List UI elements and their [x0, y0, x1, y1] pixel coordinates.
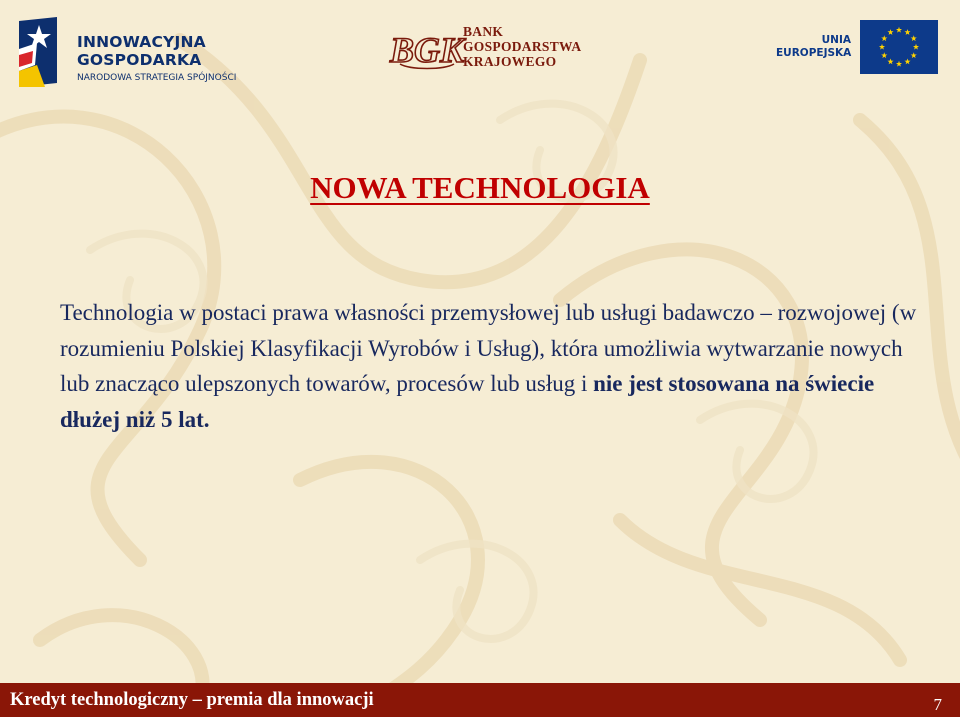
bgk-logo: [389, 24, 596, 72]
bgk-monogram-icon: [389, 24, 465, 72]
logo-text-line: GOSPODARSTWA: [463, 39, 582, 54]
logo-subtitle: NARODOWA STRATEGIA SPÓJNOŚCI: [77, 73, 237, 83]
logo-text-line: KRAJOWEGO: [463, 54, 557, 69]
page-number: 7: [933, 695, 942, 714]
logo-text-line: EUROPEJSKA: [776, 47, 852, 59]
definition-emphasis: nie jest stosowana na świecie dłużej niż 5 lat: [60, 371, 875, 432]
innowacyjna-gospodarka-logo: [15, 15, 245, 87]
logo-text-line: BANK: [463, 24, 504, 39]
footer-caption: Kredyt technologiczny – premia dla innowacji: [10, 690, 374, 710]
slide-title: NOWA TECHNOLOGIA: [310, 170, 650, 205]
definition-end: .: [203, 406, 210, 432]
eu-flag-icon: [860, 20, 938, 74]
logo-text-line: UNIA: [821, 34, 851, 46]
bgk-monogram-text: BGK: [389, 30, 465, 70]
logo-text-line: INNOWACYJNA: [77, 33, 206, 51]
footer-bar: [0, 683, 960, 717]
definition-paragraph: [60, 295, 920, 437]
flag-star-icon: [15, 15, 61, 87]
definition-text: Technologia w postaci prawa własności przemysłowej lub usługi badawczo – rozwojowej (w rozumieniu Polskiej Klasyfikacji Wyrobów i Usług), która umożliwia wytwarzanie nowych lub znacząco ulepszonych towarów, procesów lub usług i: [60, 300, 917, 396]
logo-text-line: GOSPODARKA: [77, 51, 202, 69]
unia-europejska-logo: [776, 20, 940, 76]
